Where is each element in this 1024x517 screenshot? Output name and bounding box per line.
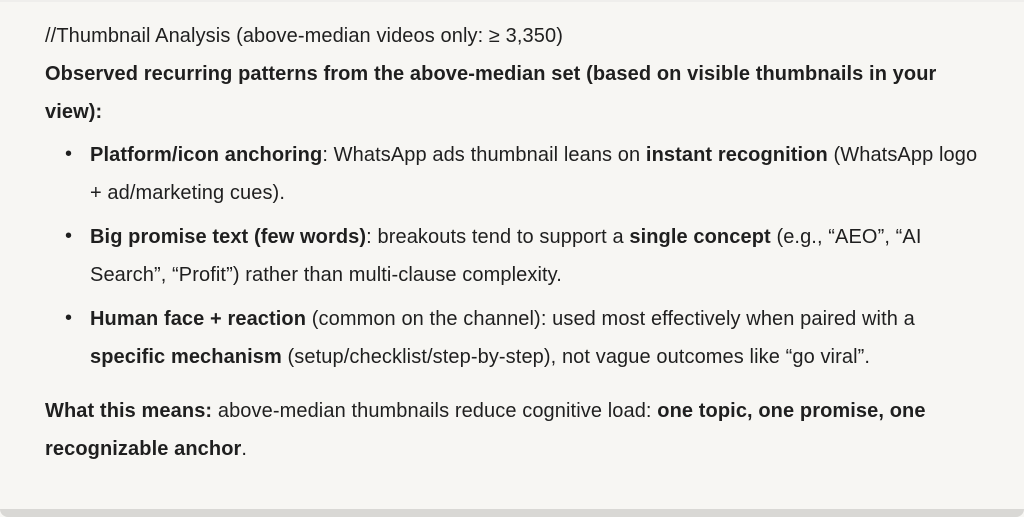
bold-lead: Big promise text (few words): [90, 226, 367, 248]
bold-lead: What this means:: [45, 400, 213, 422]
bold-phrase: instant recognition: [645, 144, 828, 166]
section-header: //Thumbnail Analysis (above-median videos only: ≥ 3,350): [45, 25, 563, 47]
text-segment: : breakouts tend to support a: [366, 226, 630, 248]
list-item-human-face-reaction: [45, 300, 985, 376]
text-segment: (common on the channel): used most effectively when paired with a: [306, 308, 915, 330]
bold-phrase: specific mechanism: [90, 346, 282, 368]
list-item-platform-anchoring: [45, 136, 985, 212]
text-segment: above-median thumbnails reduce cognitive load:: [212, 400, 658, 422]
list-item-text: [90, 226, 922, 286]
text-segment: .: [241, 438, 248, 460]
list-item-big-promise-text: [45, 218, 985, 294]
bullet-icon: •: [65, 225, 73, 247]
bold-lead: Human face + reaction: [90, 308, 307, 330]
list-item-text: [90, 308, 915, 368]
bullet-icon: •: [65, 307, 73, 329]
text-segment: (setup/checklist/step-by-step), not vague outcomes like “go viral”.: [281, 346, 871, 368]
bold-phrase: single concept: [629, 226, 771, 248]
text-segment: : WhatsApp ads thumbnail leans on: [322, 144, 646, 166]
bold-lead: Platform/icon anchoring: [90, 144, 323, 166]
bold-phrase: one topic, one promise, one recognizable anchor: [45, 400, 926, 460]
patterns-list: [45, 136, 985, 376]
text-segment: (e.g., “AEO”, “AI Search”, “Profit”) rather than multi-clause complexity.: [90, 226, 922, 286]
screenshot-bottom-edge: [0, 509, 1024, 517]
list-item-text: [90, 144, 977, 204]
conclusion-paragraph: [45, 392, 985, 468]
text-segment: (WhatsApp logo + ad/marketing cues).: [90, 144, 978, 204]
bullet-icon: •: [65, 143, 73, 165]
intro-paragraph: Observed recurring patterns from the above-median set (based on visible thumbnails in your view):: [45, 63, 937, 123]
thumbnail-analysis-section: [0, 2, 1024, 468]
